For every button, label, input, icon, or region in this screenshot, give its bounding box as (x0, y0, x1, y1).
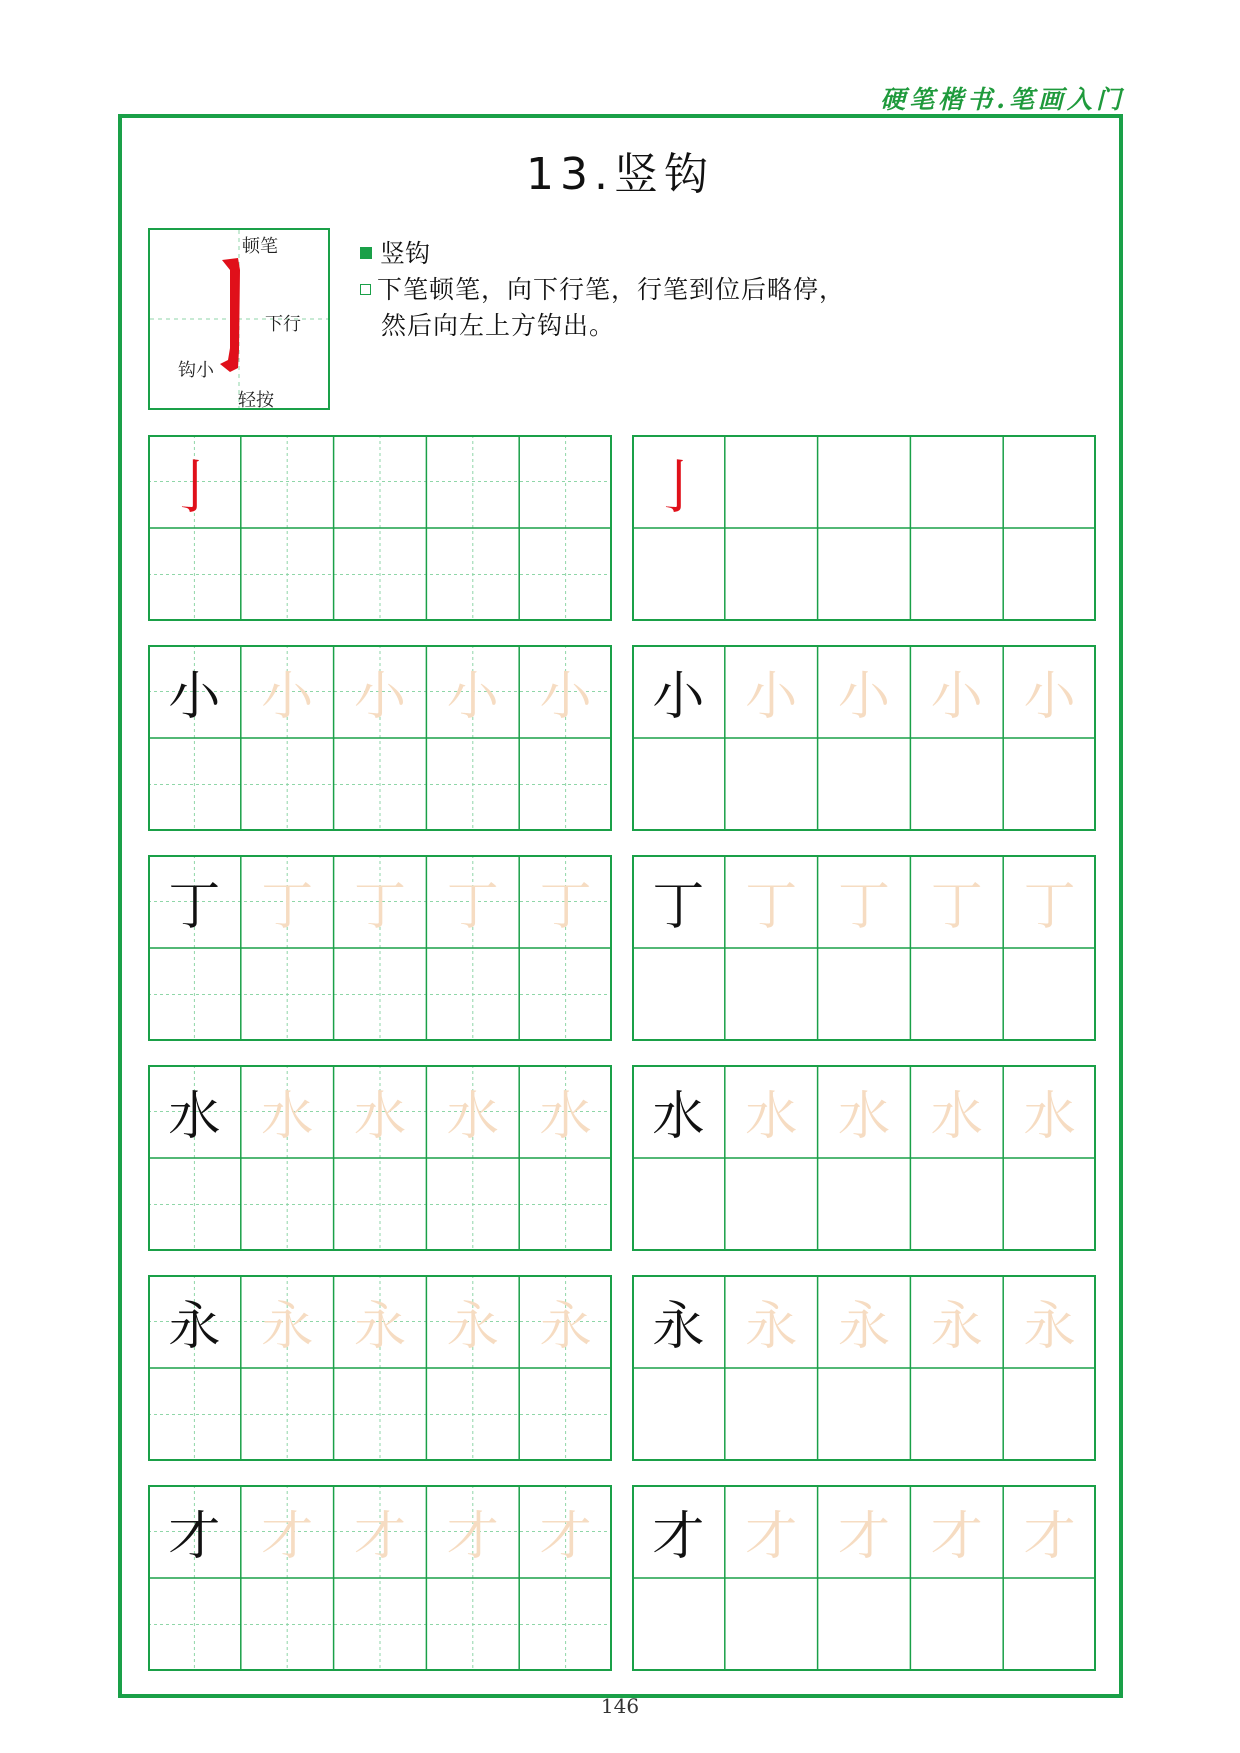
intro-line-1-text: 下笔顿笔，向下行笔，行笔到位后略停， (377, 275, 846, 304)
model-character: 丁 (652, 877, 705, 937)
trace-character: 水 (261, 1087, 314, 1147)
model-character: 水 (168, 1087, 221, 1147)
practice-grid (632, 645, 1096, 831)
trace-character: 才 (261, 1507, 314, 1567)
practice-grid (632, 435, 1096, 621)
trace-character: 永 (930, 1297, 983, 1357)
trace-character: 丁 (930, 877, 983, 937)
intro-line-2: 然后向左上方钩出。 (381, 311, 616, 340)
model-character: 丁 (168, 877, 221, 937)
lesson-title: 13.竖钩 (526, 149, 714, 200)
trace-character: 才 (446, 1507, 499, 1567)
trace-character: 永 (1023, 1297, 1076, 1357)
model-character: 永 (652, 1297, 705, 1357)
book-header: 硬笔楷书.笔画入门 (880, 85, 1125, 114)
practice-grid (632, 855, 1096, 1041)
trace-character: 永 (353, 1297, 406, 1357)
trace-character: 丁 (353, 877, 406, 937)
trace-character: 小 (1023, 667, 1076, 727)
trace-character: 永 (837, 1297, 890, 1357)
practice-grid (148, 1065, 612, 1251)
practice-grid (148, 855, 612, 1041)
trace-character: 永 (261, 1297, 314, 1357)
page-number: 146 (600, 1694, 640, 1718)
trace-character: 小 (745, 667, 798, 727)
trace-character: 永 (539, 1297, 592, 1357)
trace-character: 才 (837, 1507, 890, 1567)
model-character: 才 (652, 1507, 705, 1567)
trace-character: 水 (1023, 1087, 1076, 1147)
trace-character: 小 (353, 667, 406, 727)
trace-character: 丁 (745, 877, 798, 937)
intro-heading-text: 竖钩 (380, 239, 431, 268)
practice-grid (148, 1485, 612, 1671)
trace-character: 水 (353, 1087, 406, 1147)
trace-character: 水 (930, 1087, 983, 1147)
practice-grid (148, 435, 612, 621)
stroke-shape (220, 258, 240, 372)
label-xiaxing: 下行 (265, 314, 301, 335)
trace-character: 才 (745, 1507, 798, 1567)
trace-character: 丁 (261, 877, 314, 937)
trace-character: 才 (539, 1507, 592, 1567)
empty-square-icon (360, 284, 371, 295)
filled-square-icon (360, 247, 372, 259)
label-gouxiao: 钩小 (178, 360, 214, 381)
trace-character: 丁 (446, 877, 499, 937)
trace-character: 水 (539, 1087, 592, 1147)
label-dunbi: 顿笔 (242, 236, 278, 257)
model-character: 亅 (165, 452, 224, 521)
model-character: 亅 (649, 452, 708, 521)
practice-grid (148, 645, 612, 831)
trace-character: 永 (446, 1297, 499, 1357)
label-qingan: 轻按 (238, 390, 274, 411)
model-character: 永 (168, 1297, 221, 1357)
diagram-guides (150, 230, 328, 408)
trace-character: 丁 (539, 877, 592, 937)
practice-grid (632, 1065, 1096, 1251)
model-character: 才 (168, 1507, 221, 1567)
trace-character: 小 (261, 667, 314, 727)
trace-character: 永 (745, 1297, 798, 1357)
trace-character: 水 (837, 1087, 890, 1147)
intro-line-1 (360, 270, 845, 306)
trace-character: 小 (837, 667, 890, 727)
trace-character: 丁 (837, 877, 890, 937)
trace-character: 才 (930, 1507, 983, 1567)
model-character: 水 (652, 1087, 705, 1147)
practice-grid (632, 1485, 1096, 1671)
trace-character: 小 (446, 667, 499, 727)
practice-grid (148, 1275, 612, 1461)
trace-character: 丁 (1023, 877, 1076, 937)
trace-character: 小 (930, 667, 983, 727)
trace-character: 才 (353, 1507, 406, 1567)
model-character: 小 (652, 667, 705, 727)
trace-character: 水 (446, 1087, 499, 1147)
practice-grid (632, 1275, 1096, 1461)
trace-character: 小 (539, 667, 592, 727)
model-character: 小 (168, 667, 221, 727)
intro-heading (360, 234, 430, 270)
stroke-diagram (148, 228, 330, 410)
trace-character: 才 (1023, 1507, 1076, 1567)
trace-character: 水 (745, 1087, 798, 1147)
